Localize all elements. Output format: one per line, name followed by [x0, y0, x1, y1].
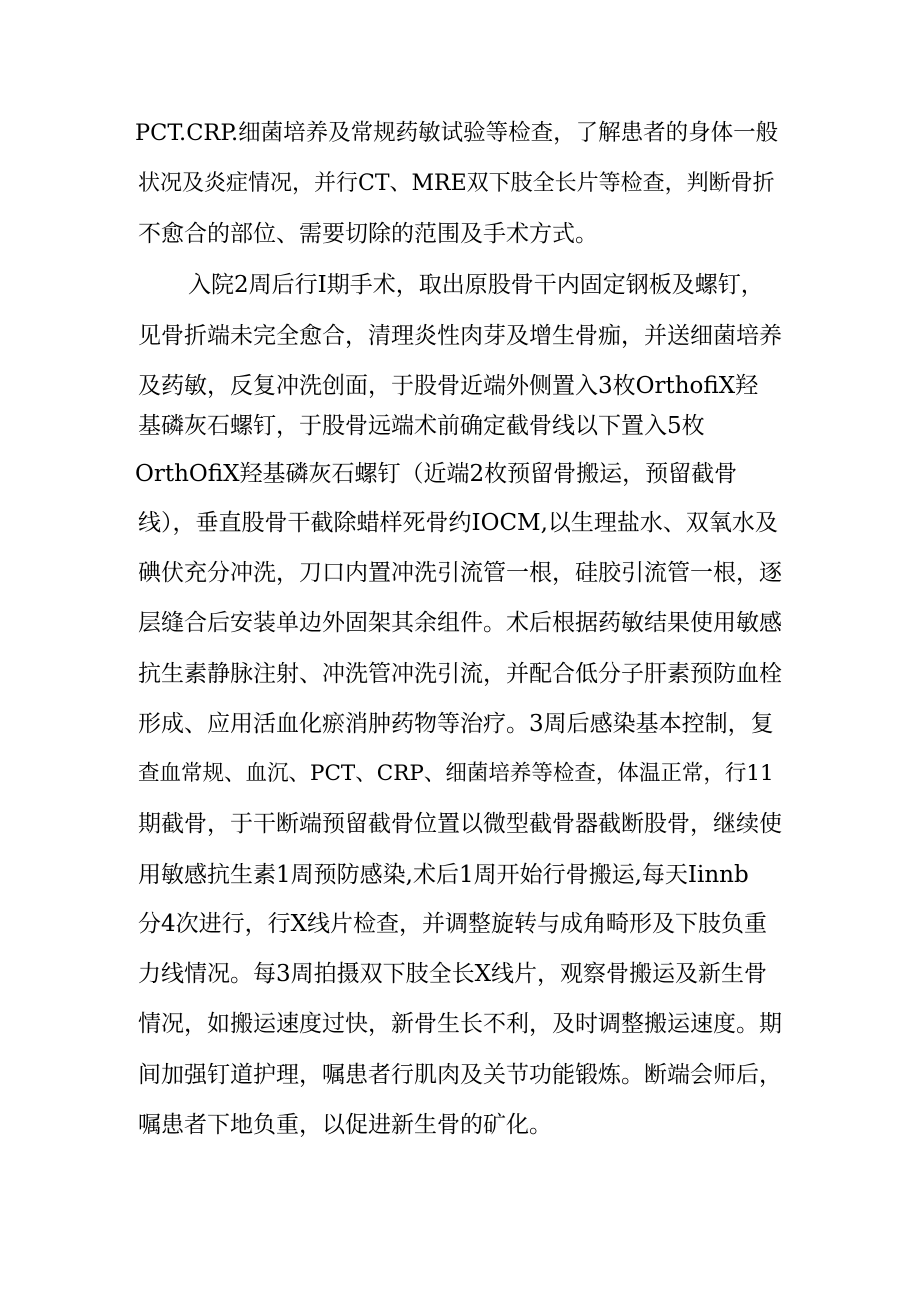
paragraph-2-line-10: 形成、应用活血化瘀消肿药物等治疗。3周后感染基本控制，复 — [138, 711, 774, 737]
paragraph-2-line-1: 入院2周后行I期手术，取出原股骨干内固定钢板及螺钉， — [188, 272, 764, 298]
paragraph-1-line-3: 不愈合的部位、需要切除的范围及手术方式。 — [138, 221, 598, 247]
paragraph-2-line-17: 间加强钉道护理，嘱患者行肌肉及关节功能锻炼。断端会师后， — [138, 1062, 782, 1088]
paragraph-2-line-6: 线），垂直股骨干截除蜡样死骨约IOCM,以生理盐水、双氧水及 — [138, 510, 778, 536]
paragraph-2-line-3: 及药敏，反复冲洗创面，于股骨近端外侧置入3枚OrthofiX羟 — [138, 373, 759, 399]
paragraph-1-line-1: PCT.CRP.细菌培养及常规药敏试验等检查，了解患者的身体一般 — [135, 120, 779, 146]
paragraph-2-line-9: 抗生素静脉注射、冲洗管冲洗引流，并配合低分子肝素预防血栓 — [138, 661, 782, 687]
paragraph-2-line-15: 力线情况。每3周拍摄双下肢全长X线片，观察骨搬运及新生骨 — [138, 961, 768, 987]
paragraph-2-line-2: 见骨折端未完全愈合，清理炎性肉芽及增生骨痂，并送细菌培养 — [138, 323, 782, 349]
paragraph-2-line-12: 期截骨，于干断端预留截骨位置以微型截骨器截断股骨，继续使 — [138, 811, 782, 837]
paragraph-2-line-5: OrthOfiX羟基磷灰石螺钉（近端2枚预留骨搬运，预留截骨 — [135, 461, 738, 487]
paragraph-2-line-8: 层缝合后安装单边外固架其余组件。术后根据药敏结果使用敏感 — [138, 610, 782, 636]
paragraph-1-line-2: 状况及炎症情况，并行CT、MRE双下肢全长片等检查，判断骨折 — [138, 171, 775, 196]
paragraph-2-line-4: 基磷灰石螺钉，于股骨远端术前确定截骨线以下置入5枚 — [138, 413, 705, 439]
paragraph-2-line-18: 嘱患者下地负重，以促进新生骨的矿化。 — [138, 1112, 552, 1138]
paragraph-2-line-13: 用敏感抗生素1周预防感染,术后1周开始行骨搬运,每天Iinnb — [138, 862, 749, 888]
paragraph-2-line-11: 查血常规、血沉、PCT、CRP、细菌培养等检查，体温正常，行11 — [138, 761, 774, 786]
paragraph-2-line-7: 碘伏充分冲洗，刀口内置冲洗引流管一根，硅胶引流管一根，逐 — [138, 560, 782, 586]
paragraph-2-line-16: 情况，如搬运速度过快，新骨生长不利，及时调整搬运速度。期 — [138, 1011, 782, 1037]
paragraph-2-line-14: 分4次进行，行X线片检查，并调整旋转与成角畸形及下肢负重 — [138, 911, 768, 937]
